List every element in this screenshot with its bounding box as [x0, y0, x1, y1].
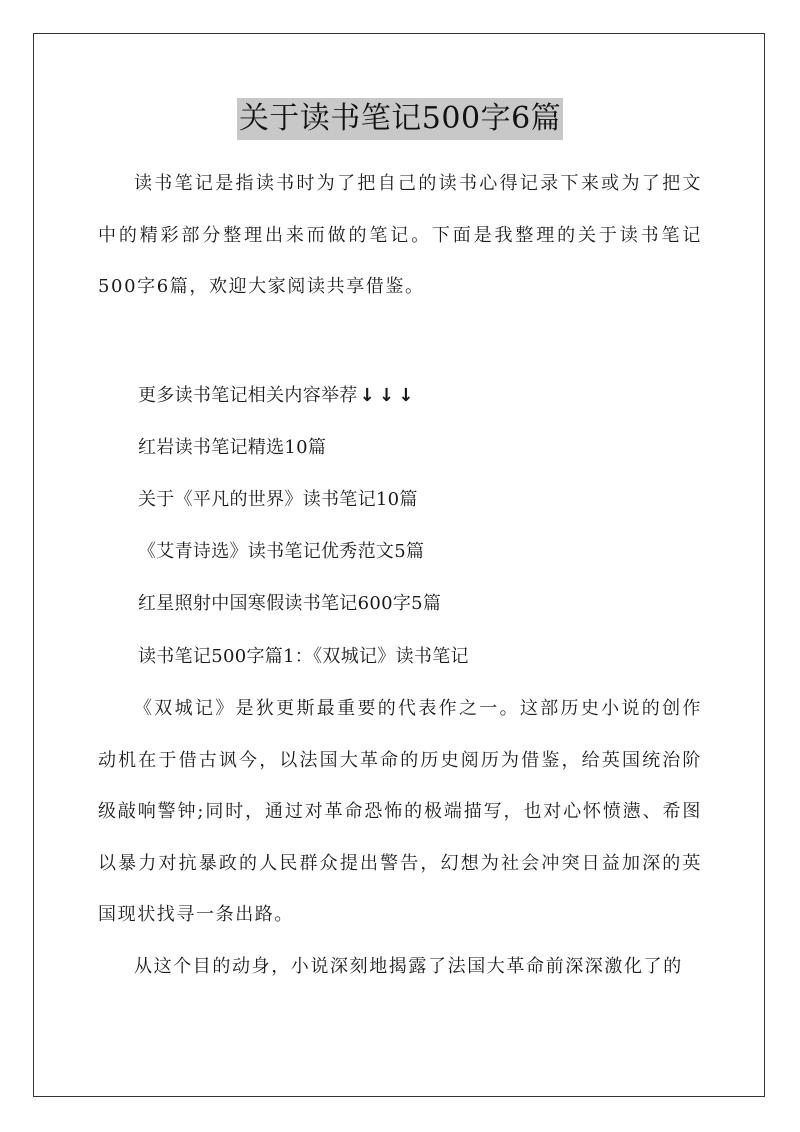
arrow-group: [360, 382, 414, 410]
recommend-heading-text: 更多读书笔记相关内容举荐: [138, 385, 358, 406]
recommend-link-1[interactable]: 红岩读书笔记精选10篇: [138, 437, 327, 458]
recommend-link-4[interactable]: 红星照射中国寒假读书笔记600字5篇: [138, 593, 442, 614]
body-paragraph-2: 从这个目的动身，小说深刻地揭露了法国大革命前深深激化了的: [134, 956, 683, 977]
recommend-link-2[interactable]: 关于《平凡的世界》读书笔记10篇: [138, 489, 418, 510]
recommend-heading: [138, 382, 414, 410]
section-heading: 读书笔记500字篇1：《双城记》读书笔记: [138, 646, 469, 667]
down-arrow-icon: ↓: [379, 385, 395, 406]
title-container: [0, 98, 800, 140]
body-paragraph-1: 《双城记》是狄更斯最重要的代表作之一。这部历史小说的创作动机在于借古讽今，以法国大革命的历史阅历为借鉴，给英国统治阶级敲响警钟;同时，通过对革命恐怖的极端描写，也对心怀愤懑、希图以暴力对抗暴政的人民群众提出警告，幻想为社会冲突日益加深的英国现状找寻一条出路。: [98, 698, 702, 925]
down-arrow-icon: ↓: [359, 385, 375, 406]
intro-paragraph: 读书笔记是指读书时为了把自己的读书心得记录下来或为了把文中的精彩部分整理出来而做的笔记。下面是我整理的关于读书笔记500字6篇，欢迎大家阅读共享借鉴。: [98, 173, 702, 297]
recommend-link-3[interactable]: 《艾青诗选》读书笔记优秀范文5篇: [138, 541, 425, 562]
document-title: 关于读书笔记500字6篇: [237, 98, 563, 140]
down-arrow-icon: ↓: [398, 385, 414, 406]
